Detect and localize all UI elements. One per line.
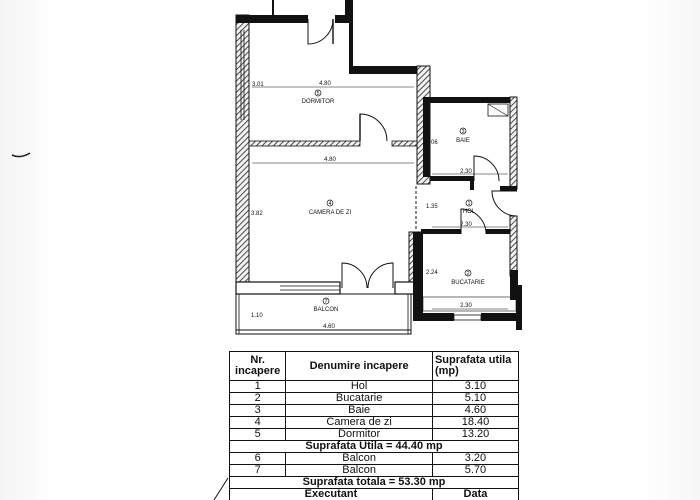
door-swing: [474, 156, 499, 181]
wall-stub: [345, 0, 353, 23]
dim-baie-width: 2.30: [460, 169, 472, 175]
header-nr: Nr. incapere: [230, 352, 286, 381]
wall-bottom: [236, 282, 340, 294]
wall-right-block: [516, 285, 522, 330]
svg-text:2: 2: [466, 271, 470, 277]
window: [454, 315, 481, 320]
cell-nr: 1: [230, 381, 286, 393]
room-marker-dormitor: [302, 90, 335, 105]
wall-interior: [392, 141, 417, 146]
utila-total: Suprafata Utila = 44.40 mp: [230, 441, 519, 453]
table-header-row: [230, 352, 519, 381]
balcony-door: [342, 263, 367, 288]
room-name-bucatarie: BUCATARIE: [451, 280, 485, 286]
cell-area: 18.40: [432, 417, 518, 429]
wall-right-block: [413, 232, 423, 314]
cell-nr: 5: [230, 429, 286, 441]
table-row: [230, 405, 519, 417]
executant-label: Executant: [230, 489, 433, 500]
room-marker-hol: [463, 200, 476, 215]
svg-text:3: 3: [461, 129, 465, 135]
grand-total: Suprafata totala = 53.30 mp: [230, 477, 519, 489]
wall-interior: [430, 176, 470, 181]
cell-area: 13.20: [432, 429, 518, 441]
room-name-baie: BAIE: [456, 138, 470, 144]
room-area-table: [229, 351, 519, 500]
date-label: Data: [432, 489, 518, 500]
wall-interior: [470, 176, 474, 190]
dim-balcon-depth: 1.10: [251, 313, 263, 319]
svg-text:4: 4: [328, 201, 332, 207]
grand-total-row: [230, 477, 519, 489]
door-swing: [492, 191, 517, 216]
svg-text:1: 1: [467, 201, 471, 207]
table-row: [230, 417, 519, 429]
cell-name: Baie: [286, 405, 433, 417]
wall-stub: [272, 0, 274, 15]
dim-baie-depth: 2.06: [426, 140, 438, 146]
shower-tray: [488, 104, 508, 116]
cell-area: 3.20: [432, 453, 518, 465]
dim-dormitor-width: 4.80: [319, 81, 331, 87]
door-swing: [360, 114, 387, 141]
dim-balcon-width: 4.60: [323, 324, 335, 330]
door-swing: [308, 19, 333, 44]
room-marker-balcon: [314, 298, 339, 313]
table-row: [230, 465, 519, 477]
svg-text:5: 5: [316, 91, 320, 97]
wall-interior: [249, 141, 360, 146]
dim-bucatarie-depth: 2.24: [426, 270, 438, 276]
wall-top: [236, 15, 308, 23]
wall-bottom-right: [481, 313, 522, 321]
wall-right-block: [510, 216, 517, 276]
dim-hol-width-bottom: 2.30: [460, 222, 472, 228]
dim-camera-depth: 3.82: [251, 211, 263, 217]
room-name-balcon: BALCON: [313, 307, 339, 313]
room-name-dormitor: DORMITOR: [301, 99, 335, 105]
scan-mark: [12, 153, 30, 157]
wall-stepped: [349, 23, 353, 69]
header-area: Suprafata utila (mp): [432, 352, 518, 381]
svg-text:7: 7: [324, 299, 328, 305]
cell-name: Balcon: [286, 453, 433, 465]
cell-nr: 3: [230, 405, 286, 417]
wall-interior: [486, 229, 510, 234]
dim-hol-depth: 1.35: [426, 204, 438, 210]
wall-right-block: [423, 97, 430, 177]
cell-area: 5.70: [432, 465, 518, 477]
wall-right-block: [423, 97, 516, 103]
cell-name: Camera de zi: [286, 417, 433, 429]
room-name-camera: CAMERA DE ZI: [308, 210, 352, 216]
footer-row: [230, 489, 519, 500]
wall-interior: [500, 186, 517, 191]
wall-bottom-right: [413, 313, 454, 321]
room-marker-camera: [309, 200, 352, 216]
wall-left: [236, 15, 249, 293]
table-row: [230, 393, 519, 405]
cell-area: 4.60: [432, 405, 518, 417]
cell-area: 5.10: [432, 393, 518, 405]
dim-dormitor-depth: 3.01: [252, 82, 264, 88]
wall-right-block: [510, 97, 517, 189]
dim-bucatarie-width: 2.30: [460, 303, 472, 309]
header-name: Denumire incapere: [286, 352, 433, 381]
cell-nr: 2: [230, 393, 286, 405]
cell-nr: 6: [230, 453, 286, 465]
balcony-door: [368, 263, 393, 288]
dim-camera-width: 4.80: [324, 157, 336, 163]
cell-name: Bucatarie: [286, 393, 433, 405]
table-row: [230, 429, 519, 441]
table-row: [230, 381, 519, 393]
table-row: [230, 453, 519, 465]
cell-nr: 4: [230, 417, 286, 429]
cell-nr: 7: [230, 465, 286, 477]
room-marker-bucatarie: [451, 270, 484, 286]
cell-name: Hol: [286, 381, 433, 393]
cell-name: Dormitor: [286, 429, 433, 441]
cell-area: 3.10: [432, 381, 518, 393]
room-marker-baie: [456, 128, 470, 144]
room-name-hol: HOL: [462, 209, 476, 215]
utila-total-row: [230, 441, 519, 453]
wall-interior: [421, 229, 461, 234]
cell-name: Balcon: [286, 465, 433, 477]
